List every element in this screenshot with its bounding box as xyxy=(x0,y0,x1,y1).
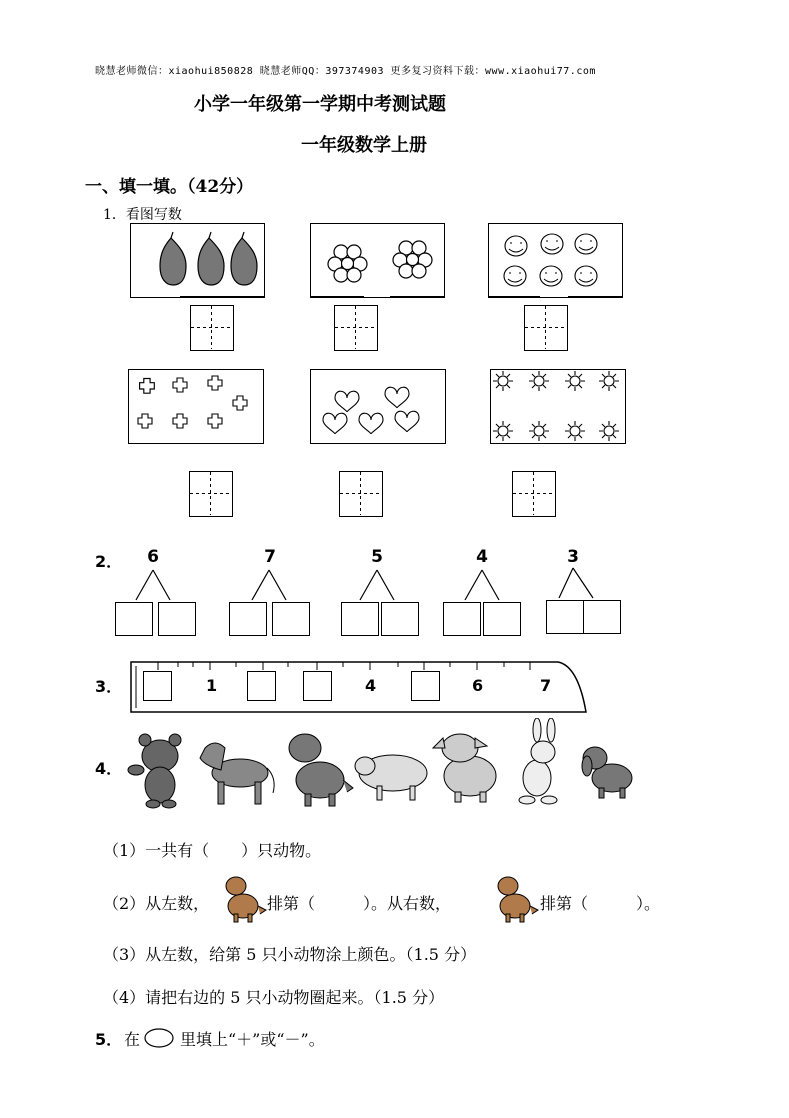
rabbit-icon xyxy=(519,718,557,804)
answer-box[interactable] xyxy=(483,602,521,636)
ruler-number: 7 xyxy=(540,676,552,695)
split-lines xyxy=(553,566,603,600)
cross-picture-box xyxy=(128,369,264,444)
sun-picture-box xyxy=(490,369,626,444)
answer-box[interactable] xyxy=(339,471,383,517)
question-4-label: 4． xyxy=(95,759,123,778)
answer-box[interactable] xyxy=(189,471,233,517)
q4-line-3: （3）从左数，给第 5 只小动物涂上颜色。（1.5 分） xyxy=(103,945,477,964)
bear-icon xyxy=(128,734,181,808)
ruler-answer-box[interactable] xyxy=(303,671,332,701)
oval-blank xyxy=(143,1027,175,1049)
q4-line-2a: （2）从左数， xyxy=(103,894,210,913)
ruler-number: 6 xyxy=(472,676,484,695)
answer-box[interactable] xyxy=(158,602,196,636)
q4-line-4: （4）请把右边的 5 只小动物圈起来。（1.5 分） xyxy=(103,988,445,1007)
number-ruler xyxy=(128,656,588,716)
animal-row-illustration xyxy=(125,718,640,810)
dog-icon xyxy=(582,747,632,798)
gap-line xyxy=(310,296,364,297)
heart-picture-box xyxy=(310,369,446,444)
flower-picture-box xyxy=(310,223,445,298)
answer-box[interactable] xyxy=(272,602,310,636)
answer-box[interactable] xyxy=(524,305,568,351)
section-heading: 一、填一填。（42分） xyxy=(85,177,254,197)
smiley-icon xyxy=(489,224,622,297)
horse-icon xyxy=(200,743,274,804)
cow-icon xyxy=(218,872,268,924)
split-number: 5 xyxy=(371,547,383,567)
gap-line xyxy=(390,296,444,297)
answer-box[interactable] xyxy=(546,600,584,634)
pig-icon xyxy=(433,734,496,802)
answer-box[interactable] xyxy=(443,602,481,636)
split-number: 7 xyxy=(264,547,276,567)
question-3-label: 3． xyxy=(95,677,123,696)
answer-box[interactable] xyxy=(512,471,556,517)
page-subtitle: 一年级数学上册 xyxy=(301,135,427,156)
gap-line xyxy=(488,296,540,297)
sun-icon xyxy=(491,370,625,443)
gap-line xyxy=(180,296,264,297)
answer-box[interactable] xyxy=(583,600,621,634)
q5-text-b: 里填上“＋”或“－”。 xyxy=(180,1030,325,1049)
cross-ornament-icon xyxy=(129,370,263,443)
answer-box[interactable] xyxy=(381,602,419,636)
q4-line-2c: 排第（ ）。 xyxy=(540,894,661,913)
ruler-number: 4 xyxy=(365,676,377,695)
gap-line xyxy=(568,296,622,297)
split-number: 4 xyxy=(476,547,488,567)
heart-icon xyxy=(311,370,445,443)
question-5-label: 5． xyxy=(95,1030,123,1049)
split-number: 6 xyxy=(147,547,159,567)
ruler-number: 1 xyxy=(206,676,218,695)
split-lines xyxy=(458,568,508,602)
question-1-label: 1．看图写数 xyxy=(103,207,182,223)
q4-line-2b: 排第（ ）。从右数， xyxy=(267,894,452,913)
cow-icon xyxy=(490,872,540,924)
question-2-label: 2． xyxy=(95,552,123,571)
header-note: 晓慧老师微信：xiaohui850828 晓慧老师QQ：397374903 更多复习资料下载：www.xiaohui77.com xyxy=(95,66,596,77)
q5-text-a: 在 xyxy=(124,1030,141,1049)
answer-box[interactable] xyxy=(229,602,267,636)
split-number: 3 xyxy=(567,547,579,567)
pear-icon xyxy=(131,224,264,297)
ruler-answer-box[interactable] xyxy=(411,671,440,701)
q4-line-1: （1）一共有（ ）只动物。 xyxy=(103,841,322,860)
flower-icon xyxy=(311,224,444,297)
ruler-answer-box[interactable] xyxy=(143,671,172,701)
split-lines xyxy=(130,568,180,602)
answer-box[interactable] xyxy=(115,602,153,636)
ruler-answer-box[interactable] xyxy=(247,671,276,701)
answer-box[interactable] xyxy=(341,602,379,636)
pear-picture-box xyxy=(130,223,265,298)
answer-box[interactable] xyxy=(334,305,378,351)
page-title: 小学一年级第一学期中考测试题 xyxy=(194,94,446,115)
split-lines xyxy=(353,568,403,602)
split-lines xyxy=(245,568,295,602)
smiley-picture-box xyxy=(488,223,623,298)
cow-icon xyxy=(289,734,353,806)
answer-box[interactable] xyxy=(190,305,234,351)
sheep-icon xyxy=(355,755,427,800)
